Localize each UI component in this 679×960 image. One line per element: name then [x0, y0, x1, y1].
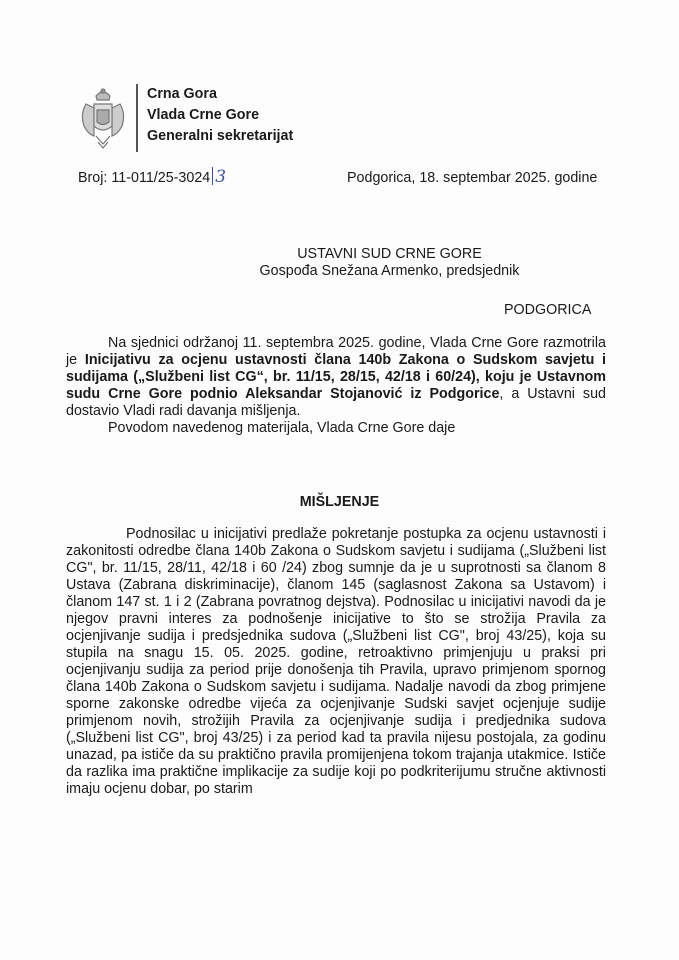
reference-number	[78, 167, 226, 187]
intro-text-1: Na sjednici održanoj 11. septembra 2025. godine, Vlada Crne Gore razmotrila je	[66, 335, 606, 368]
montenegro-coat-of-arms-icon	[78, 86, 128, 150]
addressee-city: PODGORICA	[504, 302, 592, 318]
letterhead-divider	[136, 84, 138, 152]
intro-text-2: , a Ustavni sud dostavio Vladi radi davanja mišljenja.	[66, 386, 606, 419]
date-line: Podgorica, 18. septembar 2025. godine	[347, 170, 598, 186]
reference-label: Broj:	[78, 170, 108, 186]
handwritten-mark: 3	[215, 167, 227, 187]
intro-section	[66, 335, 606, 437]
section-title: MIŠLJENJE	[299, 494, 380, 510]
addressee-institution: USTAVNI SUD CRNE GORE	[297, 246, 482, 262]
letterhead-government: Vlada Crne Gore	[147, 107, 260, 123]
reference-value: 11-011/25-3024	[111, 170, 211, 186]
addressee	[0, 246, 679, 280]
intro-paragraph	[66, 335, 606, 420]
opinion-paragraph: Podnosilac u inicijativi predlaže pokretanje postupka za ocjenu ustavnosti i zakonitosti odredbe člana 140b Zakona o Sudskom savjetu i sudijama („Službeni list CG", br. 11/15, 28/11, 42/18 i 60 /24) zbog sumnje da je u suprotnosti sa članom 8 Ustava (Zabrana diskriminacije), članom 145 (saglasnost Zakona sa Ustavom) i članom 147 st. 1 i 2 (Zabrana povratnog dejstva). Podnosilac u inicijativi navodi da je njegov pravni interes za podnošenje inicijative to što se strožija Pravila za ocjenjivanje sudija i predsjednika sudova („Službeni list CG", broj 43/25), koja su stupila na snagu 15. 05. 2025. godine, retroaktivno primjenjuju u praksi pri ocjenjivanju sudija za period prije donošenja tih Pravila, upravo primjenom spornog člana 140b Zakona o Sudskom savjetu i sudijama. Nadalje navodi da zbog primjene sporne zakonske odredbe vijeća za ocjenjivanje Sudski savjet ocjenjuje sudije primjenom novih, strožijih Pravila za ocjenjivanje sudija i predjednika sudova („Službeni list CG", broj 43/25) i za period kad ta pravila nijesu postojala, za godinu unazad, pa ističe da su praktično pravila promijenjena tokom trajanja utakmice. Ističe da razlika ima praktične implikacije za sudije koji po podkriterijumu stručne aktivnosti imaju ocjenu dobar, po starim	[66, 526, 606, 797]
intro-subject-bold: Inicijativu za ocjenu ustavnosti člana 140b Zakona o Sudskom savjetu i sudijama („Službeni list CG“, br. 11/15, 28/15, 42/18 i 60/24), koju je Ustavnom sudu Crne Gore podnio Aleksandar Stojanović iz Podgorice	[66, 352, 606, 402]
handwritten-stroke	[212, 167, 213, 185]
letterhead-country: Crna Gora	[147, 86, 217, 102]
addressee-person: Gospođa Snežana Armenko, predsjednik	[259, 263, 520, 279]
intro-lead-in: Povodom navedenog materijala, Vlada Crne Gore daje	[108, 420, 456, 436]
letterhead-text	[147, 84, 293, 147]
opinion-section	[66, 526, 606, 798]
letterhead-department: Generalni sekretarijat	[147, 128, 294, 144]
